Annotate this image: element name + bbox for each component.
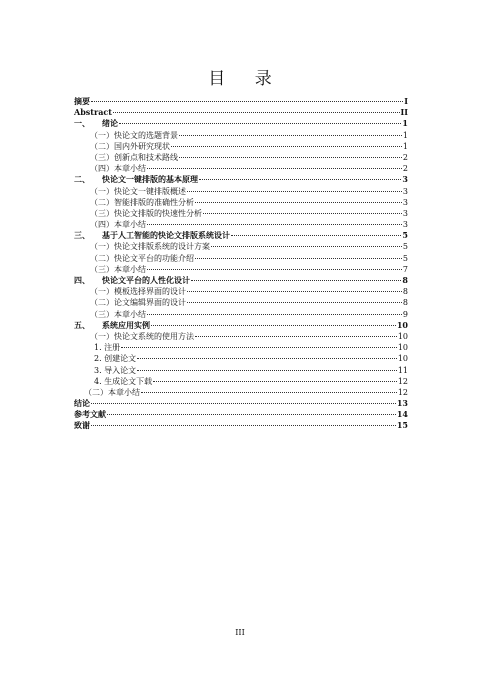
toc-entry-page: 12: [397, 387, 408, 397]
toc-entry-label: 2. 创建论文: [94, 354, 137, 364]
toc-dot-leader: [187, 302, 402, 303]
toc-entry-label: 快论文一键排版的基本原理: [102, 174, 198, 185]
toc-entry: [74, 219, 408, 230]
toc-dot-leader: [147, 168, 402, 169]
toc-entry-label: 系统应用实例: [102, 319, 150, 330]
toc-dot-leader: [171, 146, 402, 147]
toc-entry: [74, 398, 408, 409]
page-number: III: [235, 628, 245, 637]
toc-entry-label: （一）快论文排版系统的设计方案: [90, 242, 210, 252]
toc-entry-page: 1: [402, 141, 408, 151]
toc-entry: [74, 353, 408, 364]
toc-entry-label: （三）本章小结: [90, 264, 146, 274]
toc-dot-leader: [187, 291, 402, 292]
toc-dot-leader: [121, 347, 397, 348]
toc-dot-leader: [119, 123, 401, 124]
toc-entry-page: 3: [402, 186, 408, 196]
toc-dot-leader: [147, 269, 402, 270]
toc-dot-leader: [231, 235, 401, 236]
toc-entry-label: 快论文平台的人性化设计: [102, 275, 190, 285]
toc-entry-label: （一）快论文一键排版概述: [90, 186, 186, 196]
toc-dot-leader: [147, 314, 402, 315]
toc-dot-leader: [137, 358, 397, 359]
toc-entry-label: 结论: [74, 398, 90, 409]
toc-dot-leader: [153, 381, 397, 382]
toc-entry-label: （三）快论文排版的快速性分析: [90, 208, 202, 218]
toc-entry-page: 1: [402, 118, 408, 129]
toc-entry-label: （二）本章小结: [84, 387, 140, 397]
toc-title: 目 录: [208, 69, 284, 89]
toc-entry: [74, 409, 408, 420]
toc-entry-label: 3. 导入论文: [94, 365, 137, 375]
toc-entry-label: （二）国内外研究现状: [90, 141, 170, 151]
toc-dot-leader: [191, 280, 401, 281]
toc-dot-leader: [91, 425, 396, 426]
toc-entry-page: 10: [397, 331, 408, 341]
toc-entry: [74, 118, 408, 129]
toc-entry-label: 致谢: [74, 420, 90, 431]
toc-dot-leader: [147, 224, 402, 225]
toc-entry: [74, 331, 408, 342]
toc-entry-number: 二、: [74, 174, 90, 185]
toc-entry: [74, 197, 408, 208]
toc-dot-leader: [91, 403, 396, 404]
toc-entry-label: （一）快论文系统的使用方法: [90, 331, 194, 341]
toc-dot-leader: [151, 325, 396, 326]
toc-entry: [74, 309, 408, 320]
toc-entry-page: 2: [402, 164, 408, 174]
toc-dot-leader: [141, 392, 397, 393]
toc-entry-page: 10: [397, 354, 408, 364]
toc-entry-label: 4. 生成论文下载: [94, 376, 153, 386]
toc-entry: [74, 230, 408, 241]
toc-entry-page: 7: [402, 264, 408, 274]
toc-entry: [74, 264, 408, 275]
toc-entry-page: 10: [397, 343, 408, 353]
toc-dot-leader: [179, 135, 402, 136]
toc-entry-label: （四）本章小结: [90, 164, 146, 174]
toc-entry-label: （一）快论文的选题背景: [90, 130, 178, 140]
toc-entry: [74, 241, 408, 252]
toc-entry-page: 13: [396, 398, 408, 409]
toc-entry: [74, 208, 408, 219]
toc-entry: [74, 286, 408, 297]
toc-entry: [74, 365, 408, 376]
toc-entry-number: 一、: [74, 118, 90, 129]
toc-entry: [74, 141, 408, 152]
toc-entry-label: 1. 注册: [94, 343, 121, 353]
toc-entry-page: 15: [396, 420, 408, 431]
toc-entry-page: 8: [402, 298, 408, 308]
toc-dot-leader: [195, 336, 397, 337]
table-of-contents: [74, 96, 408, 432]
toc-entry-number: 四、: [74, 275, 90, 285]
toc-entry-page: II: [400, 107, 408, 118]
toc-entry-page: 8: [402, 275, 408, 285]
toc-dot-leader: [203, 213, 402, 214]
toc-entry: [74, 342, 408, 353]
toc-entry-page: 9: [402, 309, 408, 319]
toc-dot-leader: [211, 246, 402, 247]
toc-entry-label: （二）智能排版的准确性分析: [90, 197, 194, 207]
toc-entry: [74, 387, 408, 398]
toc-dot-leader: [195, 202, 402, 203]
toc-entry: [74, 152, 408, 163]
toc-entry-page: 3: [402, 208, 408, 218]
toc-entry-page: 5: [402, 242, 408, 252]
toc-entry-page: 10: [396, 319, 408, 330]
toc-entry-label: 基于人工智能的快论文排版系统设计: [102, 230, 230, 241]
toc-entry-label: （一）模板选择界面的设计: [90, 287, 186, 297]
toc-entry: [74, 96, 408, 107]
toc-entry-label: 绪论: [102, 118, 118, 129]
toc-entry: [74, 107, 408, 118]
toc-entry: [74, 320, 408, 331]
toc-entry: [74, 420, 408, 431]
toc-entry: [74, 297, 408, 308]
toc-entry: [74, 186, 408, 197]
toc-dot-leader: [137, 370, 397, 371]
toc-entry-label: （三）本章小结: [90, 309, 146, 319]
toc-entry-page: 5: [402, 253, 408, 263]
toc-entry-page: 2: [402, 152, 408, 162]
toc-entry-page: 5: [402, 230, 408, 241]
toc-dot-leader: [179, 157, 402, 158]
toc-entry-page: 3: [402, 174, 408, 185]
toc-entry: [74, 275, 408, 286]
toc-entry-page: 12: [397, 376, 408, 386]
toc-entry-label: （三）创新点和技术路线: [90, 152, 178, 162]
toc-entry-page: 1: [402, 130, 408, 140]
toc-entry: [74, 174, 408, 185]
toc-entry-page: 3: [402, 220, 408, 230]
toc-entry-number: 五、: [74, 319, 90, 330]
toc-entry-page: 8: [402, 287, 408, 297]
toc-entry: [74, 253, 408, 264]
toc-dot-leader: [199, 179, 401, 180]
toc-entry: [74, 130, 408, 141]
toc-entry-label: 参考文献: [74, 409, 106, 420]
toc-dot-leader: [187, 191, 402, 192]
toc-entry: [74, 376, 408, 387]
toc-entry-label: 摘要: [74, 96, 90, 106]
toc-entry-label: （二）论文编辑界面的设计: [90, 298, 186, 308]
toc-entry-page: 11: [397, 365, 408, 375]
toc-entry-label: （二）快论文平台的功能介绍: [90, 253, 194, 263]
toc-entry-number: 三、: [74, 230, 90, 241]
toc-dot-leader: [91, 101, 403, 102]
toc-entry-page: 3: [402, 197, 408, 207]
toc-entry: [74, 163, 408, 174]
toc-entry-page: 14: [396, 409, 408, 420]
toc-entry-label: Abstract: [74, 107, 112, 118]
toc-dot-leader: [113, 112, 400, 113]
toc-entry-page: I: [404, 96, 408, 106]
toc-entry-label: （四）本章小结: [90, 220, 146, 230]
toc-dot-leader: [195, 258, 402, 259]
toc-dot-leader: [107, 414, 396, 415]
